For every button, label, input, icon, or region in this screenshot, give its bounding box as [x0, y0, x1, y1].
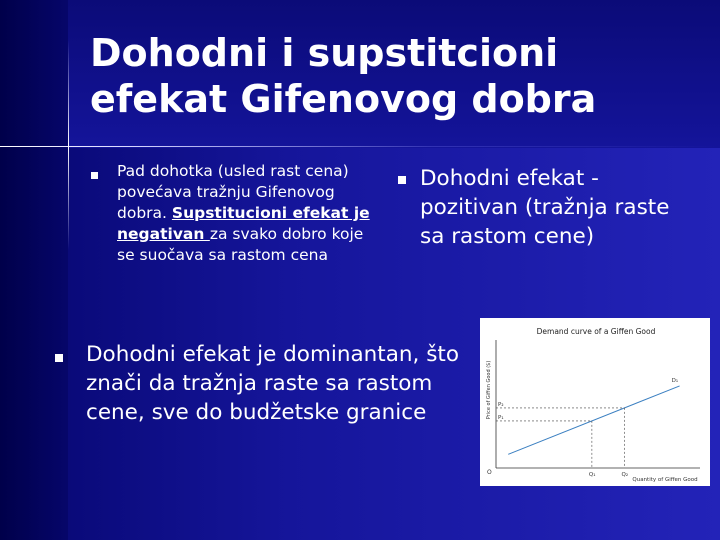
- bullet-text-income-effect: Dohodni efekat - pozitivan (tražnja raste sa rastom cene): [420, 166, 670, 249]
- bullet-square-icon: [398, 176, 406, 184]
- y-axis-label: Price of Giffen Good ($): [486, 360, 492, 420]
- x-tick-label: Q₁: [588, 472, 596, 478]
- x-tick-label: Q₂: [621, 472, 629, 478]
- bullet-square-icon: [91, 172, 98, 179]
- chart-svg: [480, 318, 710, 486]
- bullet-square-icon: [55, 354, 63, 362]
- giffen-demand-chart: [480, 318, 710, 486]
- chart-title: Demand curve of a Giffen Good: [536, 327, 656, 336]
- vertical-divider-line: [68, 40, 69, 250]
- horizontal-divider-line: [0, 146, 720, 147]
- x-axis-label: Quantity of Giffen Good: [632, 477, 698, 483]
- bullet-text-part: za svako dobro koje se suočava sa rastom cena: [117, 225, 364, 264]
- demand-curve-line: [508, 386, 679, 454]
- y-tick-label: P₂: [498, 401, 504, 408]
- y-tick-label: P₁: [498, 414, 504, 421]
- bullet-text-part: Pad dohotka (usled rast cena) povećava tražnju Gifenovog dobra.: [117, 162, 349, 222]
- series-label: D₁: [671, 377, 679, 384]
- bullet-text-substitution: [117, 161, 372, 266]
- origin-label: O: [487, 469, 492, 476]
- bullet-text-dominant: Dohodni efekat je dominantan, što znači da tražnja raste sa rastom cene, sve do budžetske granice: [86, 342, 459, 425]
- left-accent-band: [0, 0, 68, 540]
- underlined-text: Supstitucioni efekat je negativan: [117, 204, 370, 243]
- slide-title: Dohodni i supstitcioni efekat Gifenovog dobra: [90, 31, 597, 121]
